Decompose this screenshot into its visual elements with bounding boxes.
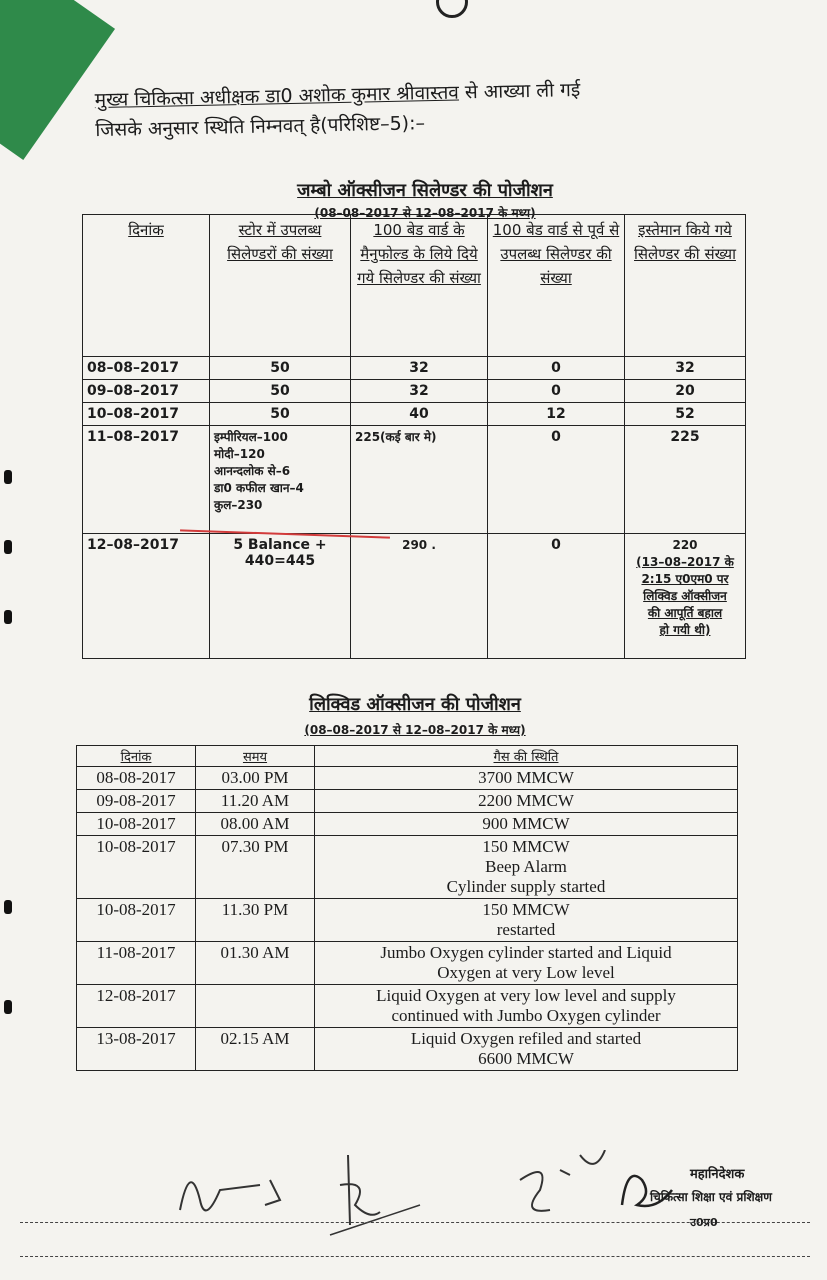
table-row xyxy=(83,357,746,380)
punch-hole xyxy=(4,1000,12,1014)
table-row xyxy=(83,380,746,403)
cell-date: 08-08-2017 xyxy=(77,767,196,790)
table-row xyxy=(77,836,738,899)
cell-date: 10-08-2017 xyxy=(77,899,196,942)
note-line: की आपूर्ति बहाल xyxy=(647,606,723,620)
header-used: इस्तेमान किये गये सिलेण्डर की संख्या xyxy=(625,215,746,357)
cell-used: 32 xyxy=(625,357,746,380)
cell-date: 13-08-2017 xyxy=(77,1028,196,1071)
cell-manifold: 40 xyxy=(351,403,488,426)
cell-used: 20 xyxy=(625,380,746,403)
status-line: Liquid Oxygen refiled and started xyxy=(410,1029,642,1048)
note-line: हो गयी थी) xyxy=(659,623,711,637)
store-line: 5 Balance + xyxy=(233,537,327,553)
cell-status xyxy=(315,1028,738,1071)
note-line: लिक्विड ऑक्सीजन xyxy=(643,589,727,603)
store-line: आनन्दलोक से–6 xyxy=(214,464,291,478)
cell-used: 52 xyxy=(625,403,746,426)
cell-date: 09–08–2017 xyxy=(83,380,210,403)
cell-used xyxy=(625,534,746,659)
store-line: डा0 कफील खान–4 xyxy=(214,481,304,495)
cell-prior: 0 xyxy=(488,380,625,403)
table-row xyxy=(83,426,746,534)
header-prior: 100 बेड वार्ड से पूर्व से उपलब्ध सिलेण्डर की संख्या xyxy=(488,215,625,357)
intro-paragraph xyxy=(94,71,775,145)
status-line: 150 MMCW xyxy=(482,900,570,919)
cell-prior: 12 xyxy=(488,403,625,426)
store-line: 440=445 xyxy=(244,553,316,569)
intro-line2: जिसके अनुसार स्थिति निम्नवत् है(परिशिष्ट–5):– xyxy=(95,112,426,142)
cell-time: 03.00 PM xyxy=(196,767,315,790)
header-store: स्टोर में उपलब्ध सिलेण्डरों की संख्या xyxy=(210,215,351,357)
cell-time: 01.30 AM xyxy=(196,942,315,985)
note-line: (13–08–2017 के xyxy=(636,555,734,569)
intro-officer: मुख्य चिकित्सा अधीक्षक डा0 अशोक कुमार श्रीवास्तव xyxy=(94,81,460,112)
header-date: दिनांक xyxy=(77,746,196,767)
status-line: Liquid Oxygen at very low level and supply xyxy=(376,986,676,1005)
cell-date: 10-08-2017 xyxy=(77,836,196,899)
status-line: Oxygen at very Low level xyxy=(437,963,615,982)
cell-status: 3700 MMCW xyxy=(315,767,738,790)
cell-time: 11.30 PM xyxy=(196,899,315,942)
table-row xyxy=(83,403,746,426)
jumbo-table xyxy=(82,214,746,659)
table-row xyxy=(77,985,738,1028)
cell-date: 11–08–2017 xyxy=(83,426,210,534)
cell-status: 900 MMCW xyxy=(315,813,738,836)
cell-store-breakdown xyxy=(210,426,351,534)
used-value: 220 xyxy=(672,538,698,552)
cell-date: 12–08–2017 xyxy=(83,534,210,659)
table-row xyxy=(77,813,738,836)
handwritten-signatures xyxy=(170,1150,430,1240)
used-note xyxy=(629,554,741,639)
cell-time xyxy=(196,985,315,1028)
cell-prior: 0 xyxy=(488,357,625,380)
cell-status: 2200 MMCW xyxy=(315,790,738,813)
cell-time: 07.30 PM xyxy=(196,836,315,899)
table-row xyxy=(77,942,738,985)
status-line: restarted xyxy=(496,920,556,939)
intro-line1-rest: से आख्या ली गई xyxy=(458,78,581,104)
seal-state: उ0प्र0 xyxy=(690,1216,718,1229)
cell-store: 50 xyxy=(210,380,351,403)
table-header-row xyxy=(77,746,738,767)
seal-department: चिकित्सा शिक्षा एवं प्रशिक्षण xyxy=(650,1190,772,1204)
status-line: Beep Alarm xyxy=(485,857,567,876)
table-row xyxy=(83,534,746,659)
cell-manifold: 32 xyxy=(351,380,488,403)
cell-date: 10–08–2017 xyxy=(83,403,210,426)
signature-mark xyxy=(500,1150,610,1230)
store-line: इम्पीरियल–100 xyxy=(214,430,288,444)
table-row xyxy=(77,1028,738,1071)
status-line: Jumbo Oxygen cylinder started and Liquid xyxy=(380,943,672,962)
punch-hole xyxy=(4,540,12,554)
header-status: गैस की स्थिति xyxy=(315,746,738,767)
cell-time: 08.00 AM xyxy=(196,813,315,836)
cell-manifold: 225(कई बार मे) xyxy=(351,426,488,534)
status-line: 150 MMCW xyxy=(482,837,570,856)
store-line: कुल–230 xyxy=(214,498,263,512)
store-line: मोदी–120 xyxy=(214,447,265,461)
cell-store: 50 xyxy=(210,357,351,380)
punch-hole xyxy=(4,900,12,914)
cell-status xyxy=(315,899,738,942)
cell-store xyxy=(210,534,351,659)
header-manifold: 100 बेड वार्ड के मैनुफोल्ड के लिये दिये गये सिलेण्डर की संख्या xyxy=(351,215,488,357)
cell-date: 09-08-2017 xyxy=(77,790,196,813)
punch-hole xyxy=(4,470,12,484)
cell-status xyxy=(315,942,738,985)
cell-store: 50 xyxy=(210,403,351,426)
liquid-title: लिक्विड ऑक्सीजन की पोजीशन xyxy=(309,694,521,715)
seal-designation: महानिदेशक xyxy=(690,1167,745,1182)
liquid-period: (08–08–2017 से 12–08–2017 के मध्य) xyxy=(304,723,526,737)
cell-date: 11-08-2017 xyxy=(77,942,196,985)
table-row xyxy=(77,899,738,942)
punch-hole xyxy=(4,610,12,624)
cell-prior: 0 xyxy=(488,426,625,534)
divider xyxy=(20,1256,810,1257)
cell-manifold: 32 xyxy=(351,357,488,380)
header-date: दिनांक xyxy=(83,215,210,357)
status-line: Cylinder supply started xyxy=(446,877,606,896)
status-line: continued with Jumbo Oxygen cylinder xyxy=(391,1006,661,1025)
cell-date: 10-08-2017 xyxy=(77,813,196,836)
table-row xyxy=(77,767,738,790)
jumbo-title: जम्बो ऑक्सीजन सिलेण्डर की पोजीशन xyxy=(297,180,553,201)
emblem-mark xyxy=(436,0,468,18)
table-row xyxy=(77,790,738,813)
note-line: 2:15 ए0एम0 पर xyxy=(641,572,729,586)
cell-status xyxy=(315,836,738,899)
cell-time: 02.15 AM xyxy=(196,1028,315,1071)
status-line: 6600 MMCW xyxy=(478,1049,574,1068)
cell-time: 11.20 AM xyxy=(196,790,315,813)
cell-date: 12-08-2017 xyxy=(77,985,196,1028)
divider xyxy=(20,1222,810,1223)
cell-date: 08–08–2017 xyxy=(83,357,210,380)
header-time: समय xyxy=(196,746,315,767)
table-header-row xyxy=(83,215,746,357)
jumbo-period: (08–08–2017 से 12–08–2017 के मध्य) xyxy=(314,206,536,220)
cell-manifold: 290 . xyxy=(351,534,488,659)
cell-prior: 0 xyxy=(488,534,625,659)
cell-used: 225 xyxy=(625,426,746,534)
cell-status xyxy=(315,985,738,1028)
liquid-table xyxy=(76,745,738,1071)
